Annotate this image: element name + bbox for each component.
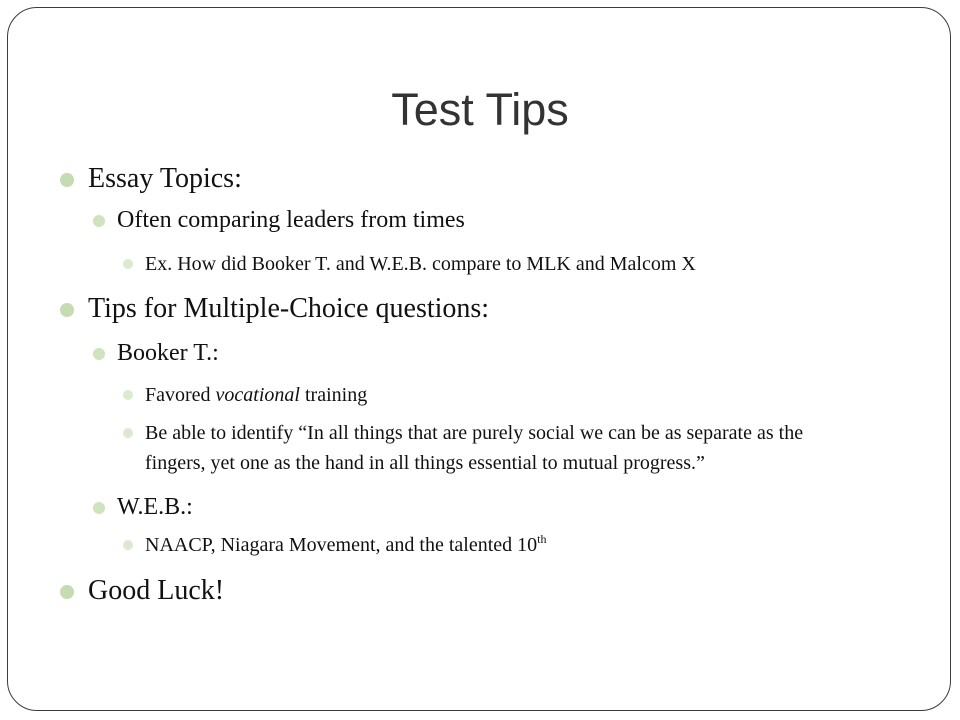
- bullet-text-superscript: th: [537, 532, 547, 546]
- bullet-dot-icon: [93, 502, 105, 514]
- bullet-favored-vocational: [145, 380, 367, 410]
- bullet-text: Booker T.:: [117, 340, 219, 366]
- bullet-text: Tips for Multiple-Choice questions:: [88, 293, 490, 324]
- bullet-dot-icon: [123, 540, 133, 550]
- bullet-dot-icon: [123, 259, 133, 269]
- bullet-essay-topics: [88, 162, 242, 196]
- bullet-quote: [145, 418, 935, 478]
- bullet-dot-icon: [123, 390, 133, 400]
- bullet-dot-icon: [60, 585, 74, 599]
- bullet-text: Often comparing leaders from times: [117, 207, 465, 233]
- bullet-text-prefix: Favored: [145, 384, 216, 406]
- bullet-text: Ex. How did Booker T. and W.E.B. compare to MLK and Malcom X: [145, 253, 696, 275]
- bullet-dot-icon: [93, 348, 105, 360]
- bullet-text-line-2: fingers, yet one as the hand in all things essential to mutual progress.”: [145, 452, 705, 474]
- bullet-dot-icon: [93, 215, 105, 227]
- bullet-booker-t: [117, 338, 219, 368]
- bullet-naacp: [145, 530, 546, 560]
- bullet-tips-multiple-choice: [88, 292, 489, 326]
- bullet-dot-icon: [123, 428, 133, 438]
- bullet-text: Essay Topics:: [88, 163, 242, 194]
- bullet-text: W.E.B.:: [117, 494, 193, 520]
- bullet-good-luck: [88, 574, 224, 608]
- bullet-text: Good Luck!: [88, 575, 225, 606]
- bullet-dot-icon: [60, 173, 74, 187]
- bullet-text: NAACP, Niagara Movement, and the talented 10: [145, 534, 538, 556]
- bullet-text-emphasis: vocational: [215, 384, 300, 406]
- bullet-dot-icon: [60, 303, 74, 317]
- bullet-text-suffix: training: [299, 384, 368, 406]
- bullet-web: [117, 492, 193, 522]
- bullet-example: [145, 249, 696, 279]
- slide-title: Test Tips: [391, 84, 569, 135]
- bullet-often-comparing: [117, 205, 465, 235]
- bullet-text-line-1: Be able to identify “In all things that are purely social we can be as separate as the: [145, 422, 804, 444]
